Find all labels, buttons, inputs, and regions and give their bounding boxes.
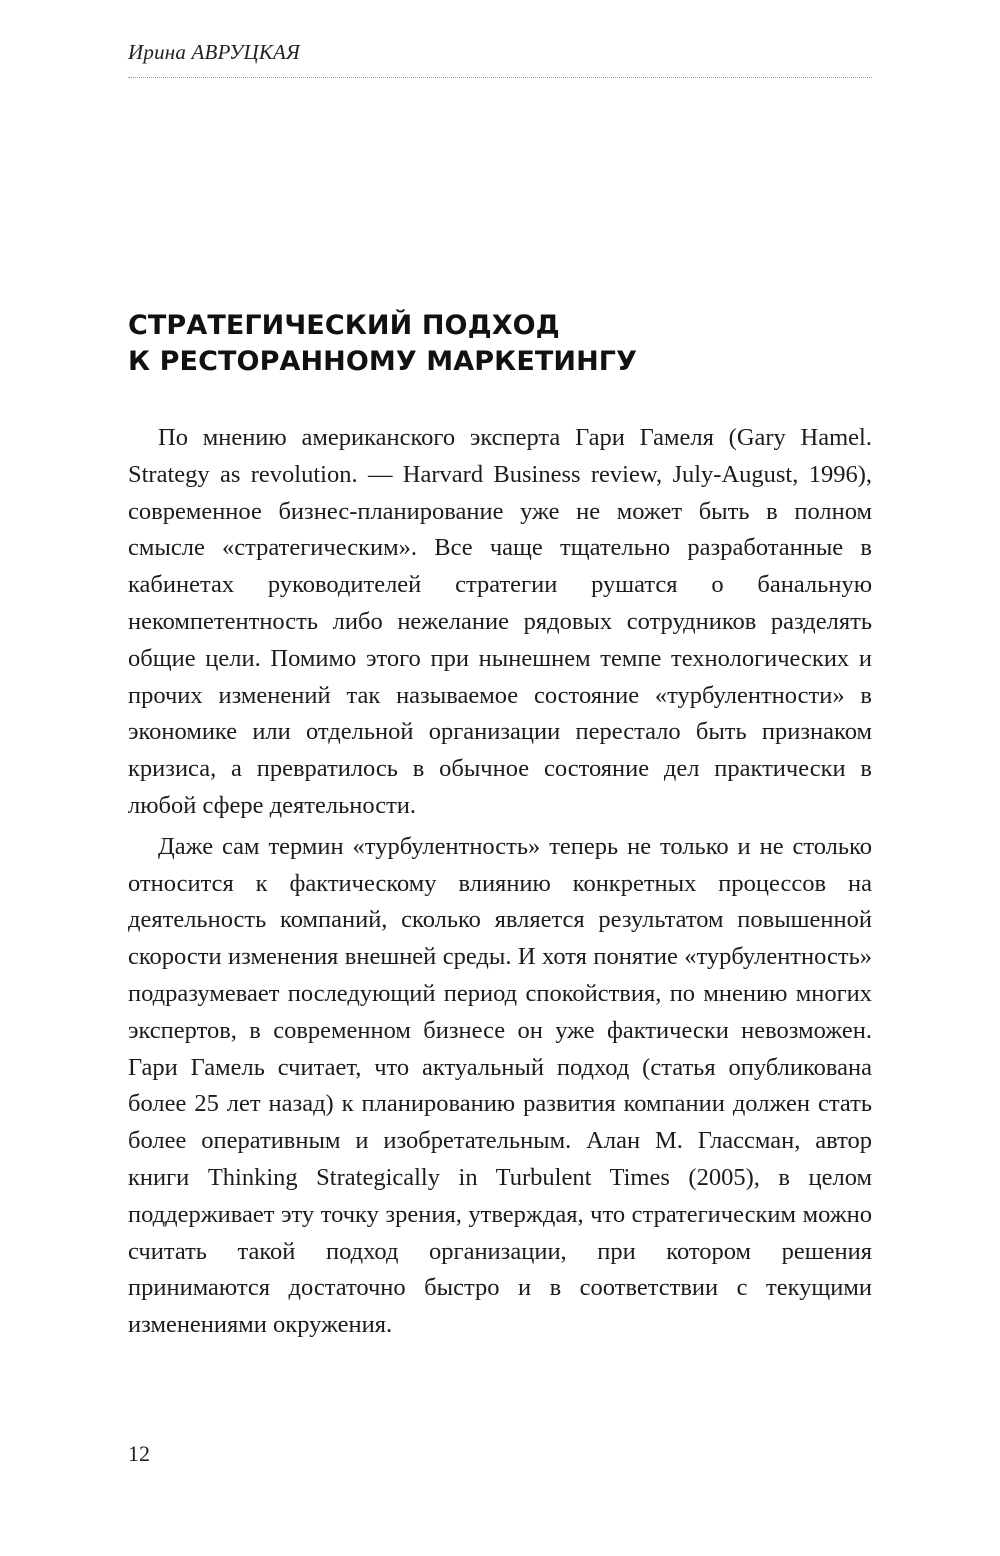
header-divider [128, 77, 872, 78]
page-number: 12 [128, 1441, 150, 1466]
chapter-title-line-2: К РЕСТОРАННОМУ МАРКЕТИНГУ [128, 346, 638, 377]
running-header-author: Ирина АВРУЦКАЯ [128, 40, 300, 64]
chapter-title-line-1: СТРАТЕГИЧЕСКИЙ ПОДХОД [128, 310, 560, 341]
chapter-title [128, 308, 872, 380]
body-text [128, 420, 872, 1348]
body-paragraph-1: По мнению американского эксперта Гари Гамеля (Gary Hamel. Strategy as revolution. — Harvard Business review, July-August, 1996), современное бизнес-планирование уже не может быть в полном смысле «стратегическим». Все чаще тщательно разработанные в кабинетах руководителей стратегии рушатся о банальную некомпетентность либо нежелание рядовых сотрудников разделять общие цели. Помимо этого при нынешнем темпе технологических и прочих изменений так называемое состояние «турбулентности» в экономике или отдельной организации перестало быть признаком кризиса, а превратилось в обычное состояние дел практически в любой сфере деятельности. [128, 424, 872, 819]
body-paragraph-2: Даже сам термин «турбулентность» теперь не только и не столько относится к фактическому влиянию конкретных процессов на деятельность компаний, сколько является результатом повышенной скорости изменения внешней среды. И хотя понятие «турбулентность» подразумевает последующий период спокойствия, по мнению многих экспертов, в современном бизнесе он уже фактически невозможен. Гари Гамель считает, что актуальный подход (статья опубликована более 25 лет назад) к планированию развития компании должен стать более оперативным и изобретательным. Алан М. Глассман, автор книги Thinking Strategically in Turbulent Times (2005), в целом поддерживает эту точку зрения, утверждая, что стратегическим можно считать такой подход организации, при котором решения принимаются достаточно быстро и в соответствии с текущими изменениями окружения. [128, 832, 872, 1339]
